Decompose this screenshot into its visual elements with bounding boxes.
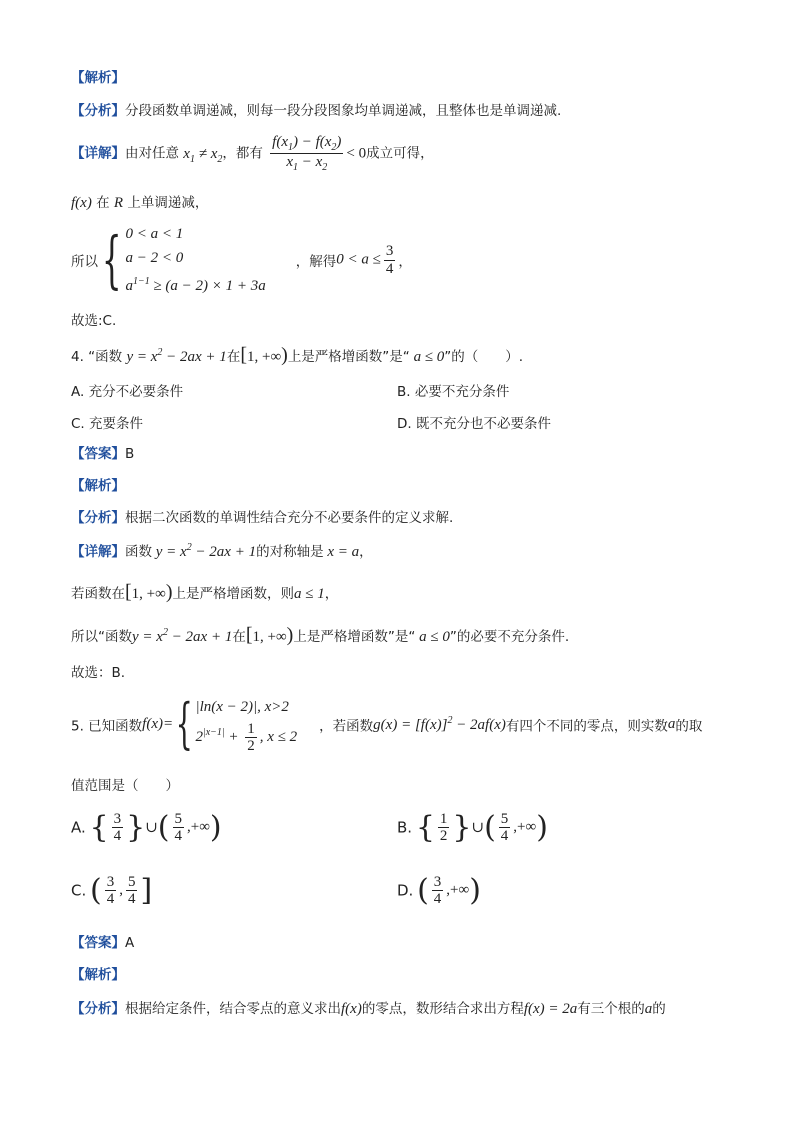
tag-jiexi: 【解析】 [71, 70, 125, 86]
math-range-a: 0 < a ≤ [336, 251, 381, 268]
math-difference-quotient: $\frac{f(x_1) - f(x_2)}{x_1 - x_2}$ [272, 134, 342, 173]
math-a-le-0-2: a ≤ 0 [415, 629, 450, 645]
q4-option-b: B. 必要不充分条件 [397, 384, 510, 400]
q4-stem-a: 4. “函数 [71, 349, 123, 365]
q5-option-d: D. ( $\frac{3}{4}$ ,+∞) [397, 873, 481, 908]
q4-stem-c: 上是严格增函数”是“ [287, 349, 410, 365]
section-jiexi-2 [71, 474, 125, 494]
tag-fenxi: 【分析】 [71, 103, 125, 119]
math-q4-function-3: $y = x^2 - 2ax + 1$ [132, 627, 233, 645]
p3-jiede: ，解得 [295, 254, 337, 270]
math-x-eq-a: x = a [323, 544, 360, 560]
tag-jiexi-2: 【解析】 [71, 478, 125, 494]
q5-answer-value: A [125, 935, 135, 951]
p3-guxuan-text: 故选:C. [71, 313, 117, 329]
tag-xiangjie-2: 【详解】 [71, 544, 125, 560]
tag-daan-2: 【答案】 [71, 935, 125, 951]
math-fx-eq: f(x)= [142, 715, 174, 732]
q5-fenxi-b: 的零点，数形结合求出方程 [361, 1001, 524, 1017]
math-a-2: a [644, 1001, 653, 1017]
q5-fenxi-c: 有三个根的 [577, 1001, 645, 1017]
math-R: R [113, 195, 124, 211]
tag-daan: 【答案】 [71, 446, 125, 462]
q4-stem [71, 344, 523, 367]
q4-xj-b: 的对称轴是 [256, 544, 324, 560]
q4-xj-c: ， [359, 544, 373, 560]
q5-stem [71, 694, 702, 755]
p3-xj-text-b: ，都有 [222, 145, 263, 162]
math-x1-neq-x2: $x_1 \ne x_2$ [183, 145, 223, 165]
math-frac-3-4: $\frac{3}{4}$ [385, 243, 394, 277]
q5-stem-e: 值范围是（ ） [71, 778, 179, 794]
tag-fenxi-2: 【分析】 [71, 510, 125, 526]
q4-ruo [71, 581, 338, 604]
q4-option-c: C. 充要条件 [71, 416, 144, 432]
math-system: 0 < a < 1 a − 2 < 0 $a^{1-1} \ge (a - 2) \times 1 + 3a$ [125, 226, 266, 294]
q4-option-d: D. 既不充分也不必要条件 [397, 416, 551, 432]
q4-ruo-b: 上是严格增函数，则 [172, 586, 294, 602]
q4-xiangjie [71, 540, 373, 561]
q4-option-a: A. 充分不必要条件 [71, 384, 184, 400]
q5-fenxi-a: 根据给定条件，结合零点的意义求出 [125, 1001, 341, 1017]
q5-fenxi [71, 997, 666, 1018]
q4-guxuan-text: 故选：B. [71, 665, 126, 681]
p3-fenxi [71, 99, 561, 119]
p3-xj-text-a: 由对任意 [125, 145, 179, 162]
q5-stem-b: ，若函数 [319, 718, 374, 735]
tag-jiexi-3: 【解析】 [71, 967, 125, 983]
tag-fenxi-3: 【分析】 [71, 1001, 125, 1017]
q5-option-b: B. { $\frac{1}{2}$ }∪( $\frac{5}{4}$ ,+∞) [397, 810, 548, 845]
math-fx: f(x) [71, 195, 92, 211]
q5-answer [71, 931, 134, 951]
math-fx-2: f(x) [341, 1001, 362, 1017]
q4-fenxi-text: 根据二次函数的单调性结合充分不必要条件的定义求解. [125, 510, 454, 526]
math-q4-function-2: $y = x^2 - 2ax + 1$ [152, 542, 257, 560]
q5-stem-c: 有四个不同的零点，则实数 [505, 718, 668, 735]
q4-suoyi-d: ”的必要不充分条件. [449, 629, 570, 645]
math-a: a [667, 715, 676, 732]
p3-guxuan [71, 309, 116, 329]
math-fx-eq-2a: f(x) = 2a [523, 1001, 578, 1017]
q5-stem-a: 5. 已知函数 [71, 718, 143, 735]
q5-option-a: A. { $\frac{3}{4}$ }∪( $\frac{5}{4}$ ,+∞) [71, 810, 222, 845]
q5-option-c: C. ( $\frac{3}{4}$ , $\frac{5}{4}$ ] [71, 873, 153, 908]
q5-stem-2 [71, 774, 179, 794]
p3-suoyi: 所以 [71, 254, 98, 270]
p3-fenxi-text: 分段函数单调递减，则每一段分段图象均单调递减，且整体也是单调递减. [125, 103, 562, 119]
p3-comma: ， [398, 254, 412, 270]
q4-stem-b: 在 [226, 349, 241, 365]
p3-system [71, 222, 412, 298]
q4-stem-d: ”的（ ）. [444, 349, 524, 365]
q4-suoyi-c: 上是严格增函数”是“ [293, 629, 416, 645]
tag-xiangjie: 【详解】 [71, 145, 125, 162]
q4-suoyi [71, 624, 569, 647]
p3-mono-a: 在 [96, 195, 110, 211]
q4-fenxi [71, 506, 453, 526]
q4-answer [71, 442, 134, 462]
math-interval-1-inf-3: [1, +∞) [245, 624, 294, 646]
q4-ruo-a: 若函数在 [71, 586, 125, 602]
system-brace: { [101, 223, 122, 296]
q4-answer-value: B [125, 446, 135, 462]
p3-xiangjie [71, 134, 434, 173]
piecewise-brace: { [175, 692, 193, 756]
math-interval-1-inf-2: [1, +∞) [125, 581, 173, 603]
q4-suoyi-a: 所以“函数 [71, 629, 132, 645]
math-lt-zero: < 0 [346, 145, 367, 162]
math-gx: $g(x) = [f(x)]^2 - 2af(x)$ [373, 714, 506, 733]
q4-suoyi-b: 在 [232, 629, 246, 645]
p3-mono-b: 上单调递减， [127, 195, 209, 211]
math-a-le-1: a ≤ 1 [294, 586, 325, 602]
p3-xj-text-c: 成立可得， [366, 145, 434, 162]
section-jiexi-1 [71, 66, 125, 86]
math-piecewise: |ln(x − 2)|, x>2 $2^{|x-1|}$ + $\frac{1}{2}$ , x ≤ 2 [195, 699, 298, 755]
q4-guxuan [71, 661, 125, 681]
q5-fenxi-d: 的 [652, 1001, 666, 1017]
q4-xj-a: 函数 [125, 544, 152, 560]
q5-stem-d: 的取 [675, 718, 703, 735]
section-jiexi-3 [71, 963, 125, 983]
q4-ruo-c: ， [324, 586, 339, 602]
math-q4-function: $y = x^2 - 2ax + 1$ [126, 347, 227, 365]
math-interval-1-inf: [1, +∞) [240, 344, 288, 366]
math-a-le-0: a ≤ 0 [409, 349, 445, 365]
p3-mono [71, 191, 208, 212]
